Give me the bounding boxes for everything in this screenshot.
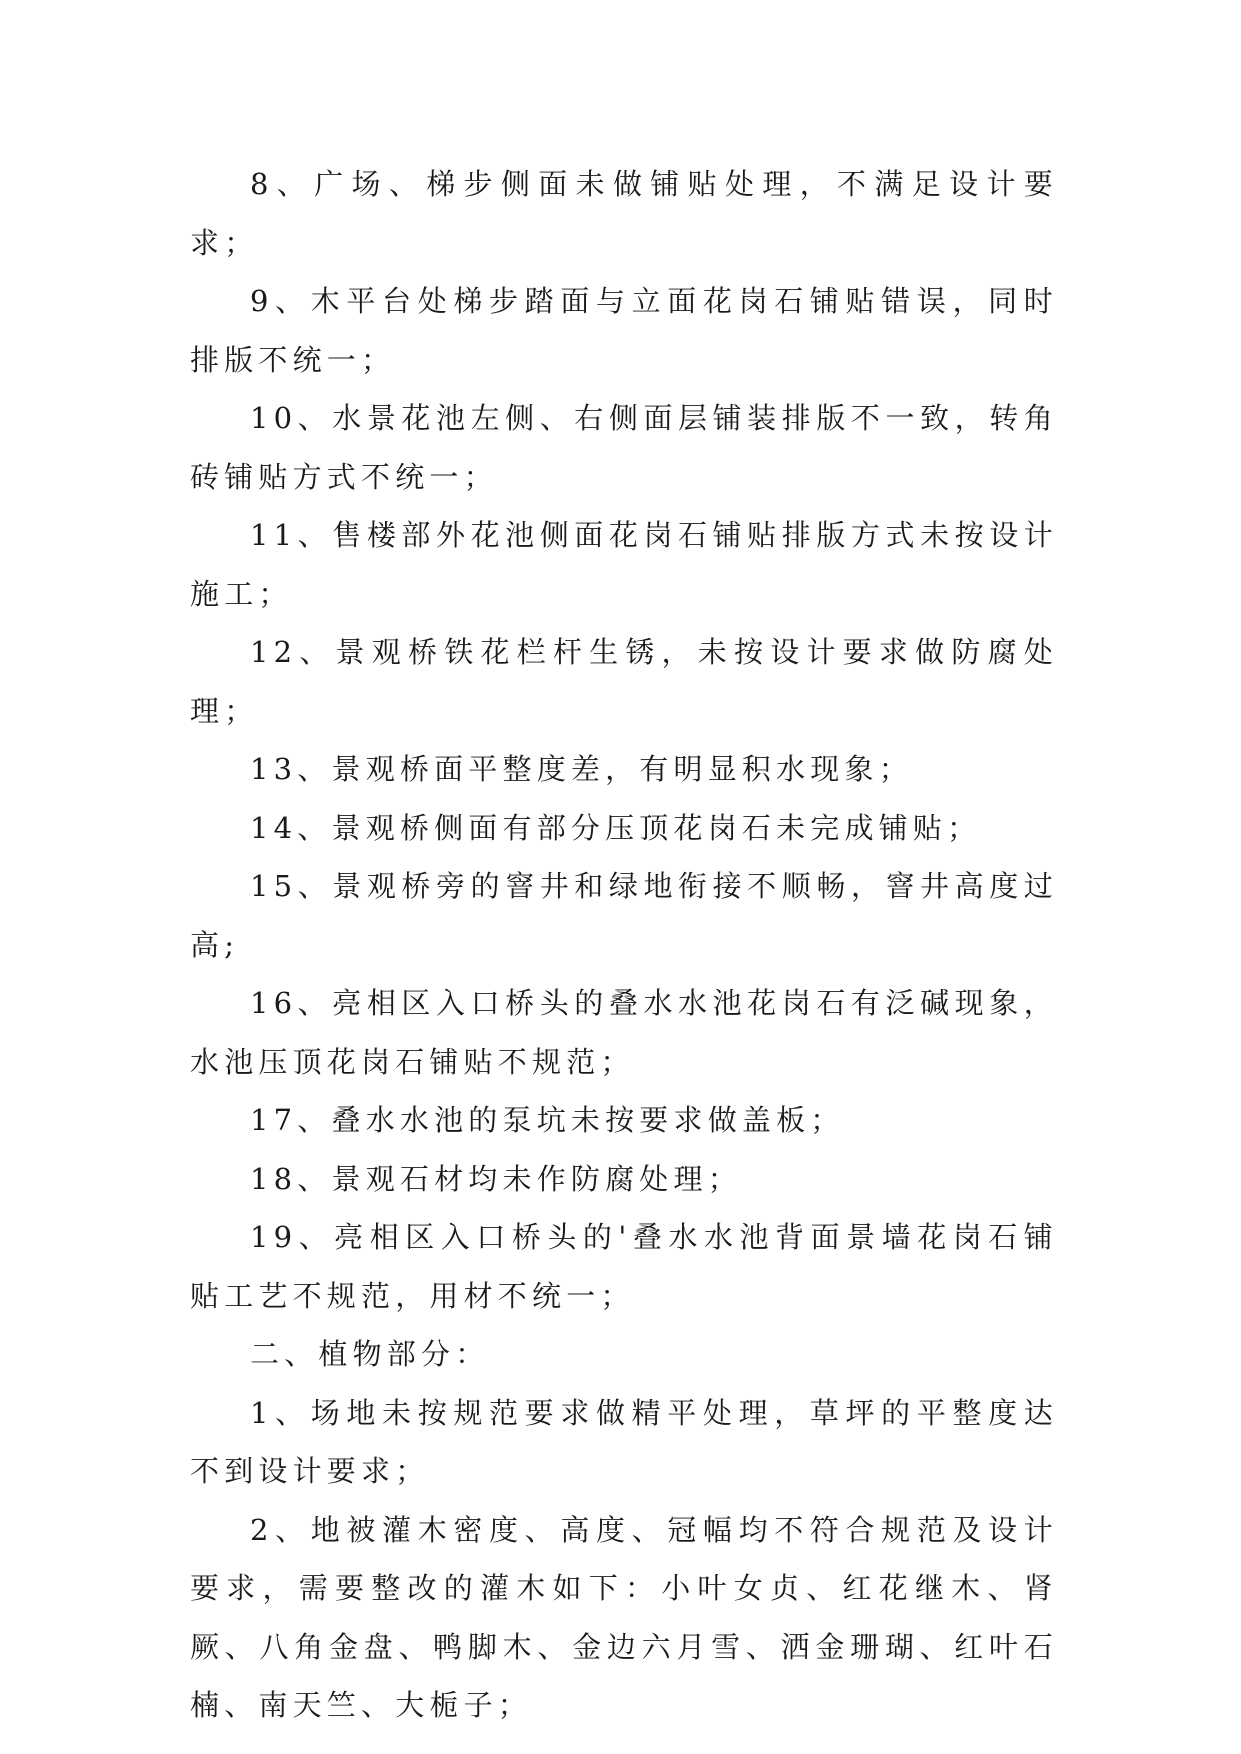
paragraph-item-11: 11、售楼部外花池侧面花岗石铺贴排版方式未按设计施工；: [190, 518, 1058, 611]
paragraph-item-17: 17、叠水水池的泵坑未按要求做盖板；: [250, 1103, 845, 1137]
paragraph-plant-item-1: 1、场地未按规范要求做精平处理，草坪的平整度达不到设计要求；: [190, 1395, 1058, 1488]
paragraph-item-10: 10、水景花池左侧、右侧面层铺装排版不一致，转角砖铺贴方式不统一；: [190, 401, 1058, 494]
paragraph-item-9: 9、木平台处梯步踏面与立面花岗石铺贴错误，同时排版不统一；: [190, 284, 1058, 377]
section-heading-plants: 二、植物部分：: [250, 1337, 490, 1371]
paragraph-item-13: 13、景观桥面平整度差，有明显积水现象；: [250, 752, 913, 786]
paragraph-item-19: 19、亮相区入口桥头的'叠水水池背面景墙花岗石铺贴工艺不规范，用材不统一；: [190, 1220, 1058, 1313]
paragraph-plant-item-2: 2、地被灌木密度、高度、冠幅均不符合规范及设计要求，需要整改的灌木如下：小叶女贞、红花继木、肾厥、八角金盘、鸭脚木、金边六月雪、洒金珊瑚、红叶石楠、南天竺、大栀子；: [190, 1512, 1058, 1722]
paragraph-item-16: 16、亮相区入口桥头的叠水水池花岗石有泛碱现象，水池压顶花岗石铺贴不规范；: [190, 986, 1058, 1079]
paragraph-item-14: 14、景观桥侧面有部分压顶花岗石未完成铺贴；: [250, 810, 982, 845]
paragraph-item-8: 8、广场、梯步侧面未做铺贴处理，不满足设计要求；: [190, 167, 1058, 260]
paragraph-item-12: 12、景观桥铁花栏杆生锈，未按设计要求做防腐处理；: [190, 635, 1058, 728]
document-body: [190, 155, 1058, 1735]
paragraph-item-15: 15、景观桥旁的窨井和绿地衔接不顺畅，窨井高度过高;: [190, 869, 1058, 962]
paragraph-item-18: 18、景观石材均未作防腐处理；: [250, 1161, 742, 1196]
